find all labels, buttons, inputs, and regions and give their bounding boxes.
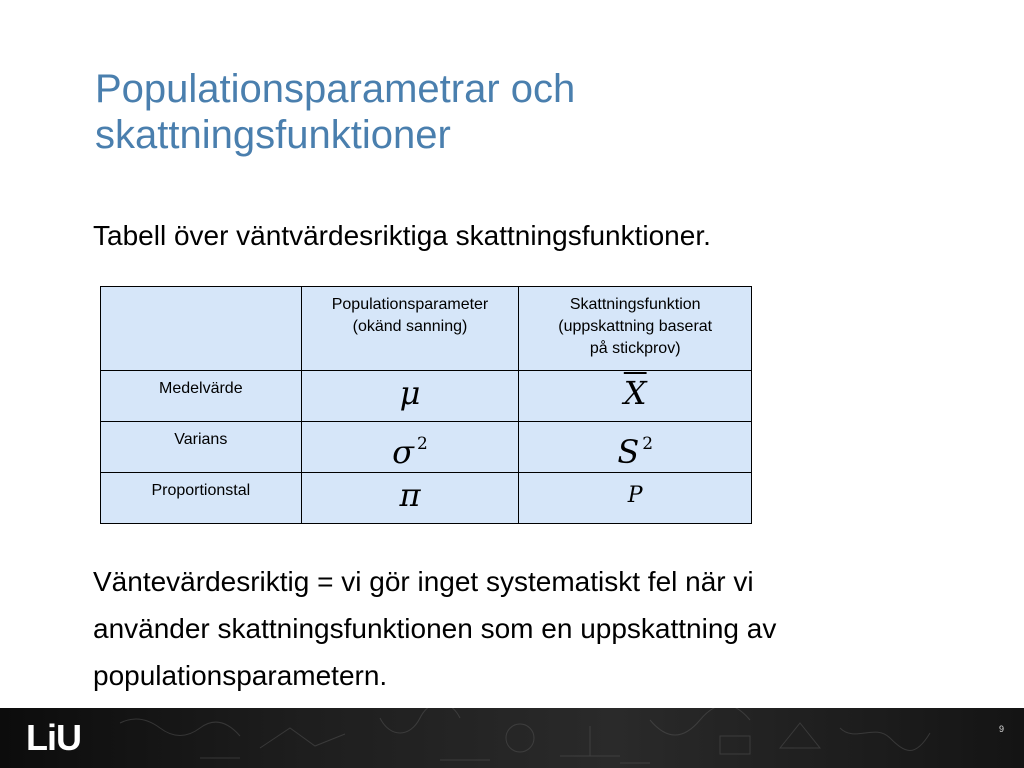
symbol-s-glyph: S <box>617 433 640 471</box>
definition-text <box>93 558 953 699</box>
symbol-sigma-exponent: 2 <box>417 434 428 454</box>
header-cell-empty <box>101 287 302 371</box>
symbol-x-bar-glyph: $\overline{X}$ <box>623 374 647 412</box>
header-parameter-line-1: Populationsparameter <box>331 296 489 313</box>
table-header-row <box>101 287 752 371</box>
symbol-sigma-squared <box>301 422 519 473</box>
intro-text: Tabell över väntvärdesriktiga skattningsfunktioner. <box>93 220 711 251</box>
definition-line-2: använder skattningsfunktionen som en uppskattning av <box>93 613 777 644</box>
liu-logo: LiU <box>26 717 81 758</box>
symbol-pi <box>301 473 519 524</box>
symbol-mu <box>301 371 519 422</box>
header-cell-estimator <box>519 287 752 371</box>
header-cell-parameter <box>301 287 519 371</box>
symbol-x-bar <box>519 371 752 422</box>
page-number: 9 <box>998 724 1004 734</box>
header-estimator-line-1: Skattningsfunktion <box>569 296 701 313</box>
symbol-s-exponent: 2 <box>642 434 654 454</box>
estimator-table <box>100 286 752 524</box>
symbol-s-squared <box>519 422 752 473</box>
table-row <box>101 473 752 524</box>
slide-title-line-2: skattningsfunktioner <box>95 113 451 157</box>
definition-line-1: Väntevärdesriktig = vi gör inget systematiskt fel när vi <box>93 566 754 597</box>
header-estimator-line-3: på stickprov) <box>589 340 681 357</box>
table-row <box>101 422 752 473</box>
symbol-pi-glyph: π <box>399 476 421 514</box>
symbol-mu-glyph: μ <box>399 374 421 412</box>
row-label-mean: Medelvärde <box>101 371 302 422</box>
definition-line-3: populationsparametern. <box>93 660 388 691</box>
row-label-variance: Varians <box>101 422 302 473</box>
symbol-p-glyph: P <box>627 483 643 508</box>
slide-title <box>95 66 955 158</box>
slide-title-line-1: Populationsparametrar och <box>95 67 576 111</box>
footer-background-pattern <box>0 708 1024 768</box>
row-label-proportion: Proportionstal <box>101 473 302 524</box>
symbol-sigma-glyph: σ <box>392 433 414 471</box>
header-parameter-line-2: (okänd sanning) <box>352 318 468 335</box>
symbol-p <box>519 473 752 524</box>
footer-bar <box>0 708 1024 768</box>
table-row <box>101 371 752 422</box>
header-estimator-line-2: (uppskattning baserat <box>558 318 713 335</box>
